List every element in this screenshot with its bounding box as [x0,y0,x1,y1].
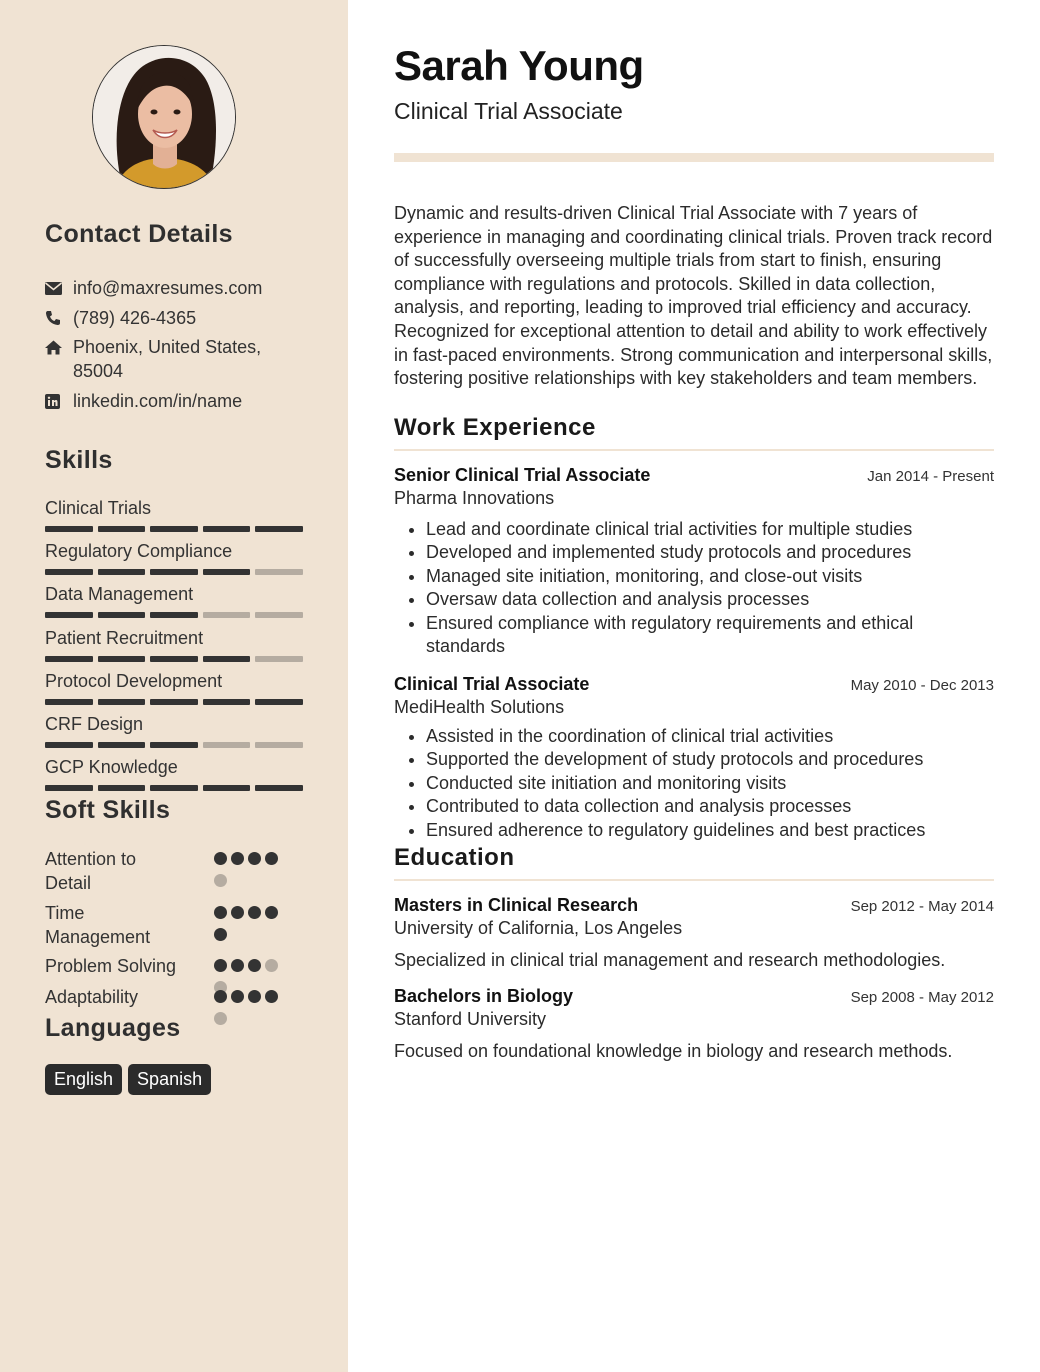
skills-heading: Skills [45,446,113,474]
skill-level-bars [45,699,303,705]
candidate-name: Sarah Young [394,42,644,89]
skill-bar-filled [45,612,93,618]
skill-name: Protocol Development [45,670,223,691]
contact-heading: Contact Details [45,220,233,248]
skill-name: GCP Knowledge [45,757,178,778]
job-bullet: • Ensured compliance with regulatory requirements and ethical standards [426,612,994,659]
skill-bar-filled [98,569,146,575]
level-dot-filled [214,852,227,865]
skill-name: Patient Recruitment [45,627,204,648]
skill-row [45,712,303,748]
experience-entry [394,673,994,842]
skill-name: Data Management [45,584,194,605]
skill-name: Regulatory Compliance [45,541,233,562]
degree-title: Masters in Clinical Research [394,895,639,915]
languages-heading: Languages [45,1014,181,1042]
contact-email[interactable] [45,276,305,300]
skill-bar-filled [150,699,198,705]
education-divider [394,879,994,881]
level-dot-filled [248,959,261,972]
soft-skill-level-dots [214,852,284,887]
skill-level-bars [45,612,303,618]
level-dot-filled [248,906,261,919]
skill-bar-filled [45,656,93,662]
school-name: Stanford University [394,1009,547,1029]
level-dot-filled [214,906,227,919]
skill-level-bars [45,526,303,532]
skill-bar-filled [150,526,198,532]
profile-photo [92,45,236,189]
job-bullet: • Assisted in the coordination of clinical trial activities [426,725,994,748]
job-title: Clinical Trial Associate [394,674,590,694]
skill-bar-filled [150,742,198,748]
job-bullet: • Lead and coordinate clinical trial activities for multiple studies [426,518,994,541]
level-dot-filled [265,990,278,1003]
language-tag: English [45,1064,122,1095]
skill-name: CRF Design [45,714,144,734]
linkedin-icon [45,389,73,413]
skill-bar-filled [203,569,251,575]
skill-bar-filled [45,699,93,705]
experience-divider [394,449,994,451]
skill-row [45,582,303,618]
education-heading: Education [394,844,515,871]
skill-bar-empty [255,569,303,575]
skill-bar-filled [203,526,251,532]
languages-list [45,1064,211,1095]
level-dot-filled [214,990,227,1003]
home-icon [45,335,73,359]
skill-bar-filled [98,526,146,532]
level-dot-empty [214,1012,227,1025]
soft-skill-name: Attention to Detail [45,849,137,893]
experience-heading: Work Experience [394,414,596,441]
job-bullet: • Oversaw data collection and analysis processes [426,588,994,611]
skill-bar-filled [255,699,303,705]
skill-row [45,669,303,705]
level-dot-filled [231,852,244,865]
job-dates: Jan 2014 - Present [867,468,994,485]
skill-bar-empty [255,612,303,618]
skill-row [45,755,303,791]
skill-name: Clinical Trials [45,498,152,518]
level-dot-filled [214,928,227,941]
job-bullet: • Developed and implemented study protocols and procedures [426,541,994,564]
level-dot-filled [231,990,244,1003]
job-bullet: • Ensured adherence to regulatory guidelines and best practices [426,819,994,842]
soft-skill-level-dots [214,990,284,1025]
soft-skill-name: Adaptability [45,987,139,1007]
school-name: University of California, Los Angeles [394,918,683,938]
candidate-title: Clinical Trial Associate [394,98,623,124]
skill-level-bars [45,785,303,791]
degree-title: Bachelors in Biology [394,986,574,1006]
education-entry [394,894,994,972]
envelope-icon [45,276,73,300]
level-dot-filled [265,906,278,919]
skill-bar-empty [255,742,303,748]
skill-bar-filled [203,656,251,662]
skill-bar-filled [98,699,146,705]
level-dot-filled [265,852,278,865]
soft-skills-heading: Soft Skills [45,796,171,824]
skill-bar-filled [45,569,93,575]
level-dot-empty [214,874,227,887]
contact-email-text: info@maxresumes.com [73,278,263,298]
skill-bar-empty [203,742,251,748]
skill-bar-filled [45,785,93,791]
job-bullet: • Contributed to data collection and analysis processes [426,795,994,818]
level-dot-filled [248,990,261,1003]
level-dot-filled [248,852,261,865]
experience-entry [394,464,994,658]
skill-bar-filled [98,656,146,662]
skill-bar-filled [98,612,146,618]
job-bullets [394,518,994,658]
degree-description: Specialized in clinical trial management and research methodologies. [394,950,946,970]
skill-bar-filled [150,656,198,662]
level-dot-filled [231,959,244,972]
skill-bar-filled [150,612,198,618]
skill-bar-filled [45,742,93,748]
skill-bar-filled [98,785,146,791]
skill-bar-filled [150,569,198,575]
skill-bar-filled [255,526,303,532]
contact-phone-text: (789) 426-4365 [73,308,197,328]
skill-level-bars [45,569,303,575]
job-dates: May 2010 - Dec 2013 [850,677,994,694]
skill-row [45,539,303,575]
header-divider [394,153,994,162]
phone-icon [45,306,73,330]
skill-row [45,626,303,662]
skill-level-bars [45,742,303,748]
job-bullet: • Supported the development of study protocols and procedures [426,748,994,771]
sidebar [0,0,348,1372]
job-company: MediHealth Solutions [394,697,565,717]
contact-address-text: Phoenix, United States, 85004 [73,337,262,381]
portrait-illustration [93,46,235,188]
level-dot-filled [231,906,244,919]
degree-description: Focused on foundational knowledge in biology and research methods. [394,1041,953,1061]
language-tag: Spanish [128,1064,211,1095]
skill-bar-empty [255,656,303,662]
contact-linkedin[interactable] [45,389,305,413]
skill-bar-filled [203,699,251,705]
job-bullets [394,725,994,842]
education-entry [394,985,994,1063]
job-bullet: • Managed site initiation, monitoring, and close-out visits [426,565,994,588]
contact-phone[interactable] [45,306,305,330]
soft-skill-level-dots [214,959,289,994]
skill-bar-filled [203,785,251,791]
job-company: Pharma Innovations [394,488,555,508]
level-dot-filled [214,959,227,972]
soft-skill-name: Time Management [45,903,151,947]
soft-skill-name: Problem Solving [45,956,177,976]
job-title: Senior Clinical Trial Associate [394,465,651,485]
summary-text: Dynamic and results-driven Clinical Trial Associate with 7 years of experience in managing and coordinating clinical trials. Proven track record of successfully overseeing multiple trials from start to finish, ensuring compliance with regulations and protocols. Skilled in data collection, analysis, and reporting, leading to improved trial efficiency and accuracy. Recognized for exceptional attention to detail and ability to work effectively in fast-paced environments. Strong communication and interpersonal skills, fostering positive relationships with key stakeholders and team members. [394,203,993,389]
degree-dates: Sep 2012 - May 2014 [850,898,994,915]
level-dot-empty [265,959,278,972]
degree-dates: Sep 2008 - May 2012 [850,989,994,1006]
skill-level-bars [45,656,303,662]
skill-row [45,496,303,532]
skill-bar-filled [45,526,93,532]
soft-skill-level-dots [214,906,284,941]
job-bullet: • Conducted site initiation and monitoring visits [426,772,994,795]
skill-bar-filled [98,742,146,748]
skill-bar-filled [255,785,303,791]
skill-bar-empty [203,612,251,618]
contact-address [45,335,305,383]
contact-linkedin-text: linkedin.com/in/name [73,391,243,411]
skill-bar-filled [150,785,198,791]
